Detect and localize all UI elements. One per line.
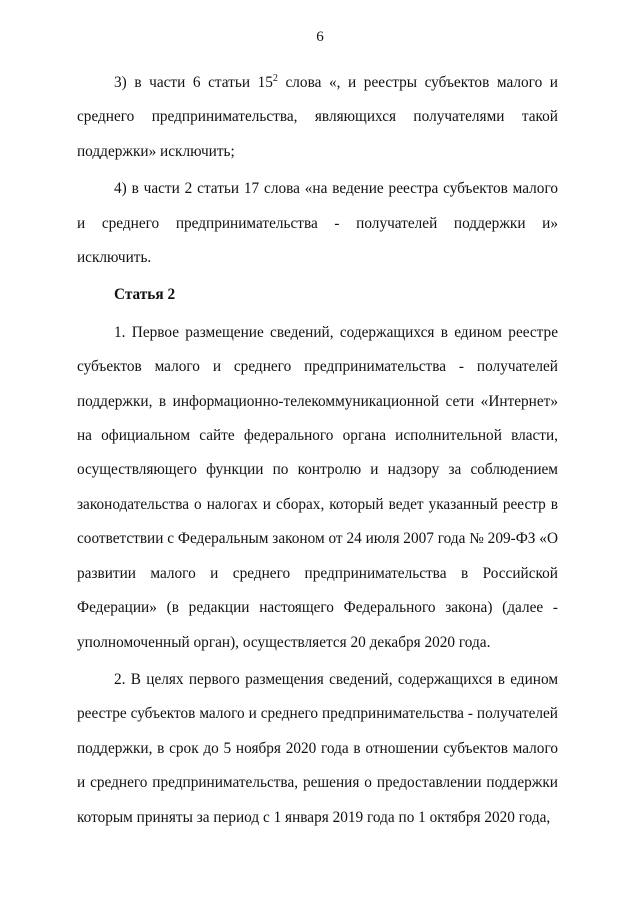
amendment-item-3: [77, 66, 558, 169]
document-body: [77, 66, 558, 835]
article-paragraph-2: 2. В целях первого размещения сведений, содержащихся в едином реестре субъектов малого и среднего предпринимательства - получателей поддержки, в срок до 5 ноября 2020 года в отношении субъектов малого и среднего предпринимательства, решения о предоставлении поддержки которым приняты за период с 1 января 2019 года по 1 октября 2020 года,: [77, 670, 558, 826]
amendment-item-3-text-start: 3) в части 6 статьи 15: [114, 74, 273, 91]
amendment-item-4: 4) в части 2 статьи 17 слова «на ведение реестра субъектов малого и среднего предпринимательства - получателей поддержки и» исключить.: [77, 180, 558, 267]
amendment-item-3-text-end: слова «, и реестры субъектов малого и среднего предпринимательства, являющихся получателями такой поддержки» исключить;: [77, 74, 558, 160]
page-number: 6: [316, 29, 324, 45]
superscript: 2: [272, 73, 278, 84]
article-heading: Статья 2: [114, 286, 176, 304]
article-paragraph-1: 1. Первое размещение сведений, содержащихся в едином реестре субъектов малого и среднего предпринимательства - получателей поддержки, в информационно-телекоммуникационной сети «Интернет» на официальном сайте федерального органа исполнительной власти, осуществляющего функции по контролю и надзору за соблюдением законодательства о налогах и сборах, который ведет указанный реестр в соответствии с Федеральным законом от 24 июля 2007 года № 209-ФЗ «О развитии малого и среднего предпринимательства в Российской Федерации» (в редакции настоящего Федерального закона) (далее - уполномоченный орган), осуществляется 20 декабря 2020 года.: [77, 323, 558, 651]
